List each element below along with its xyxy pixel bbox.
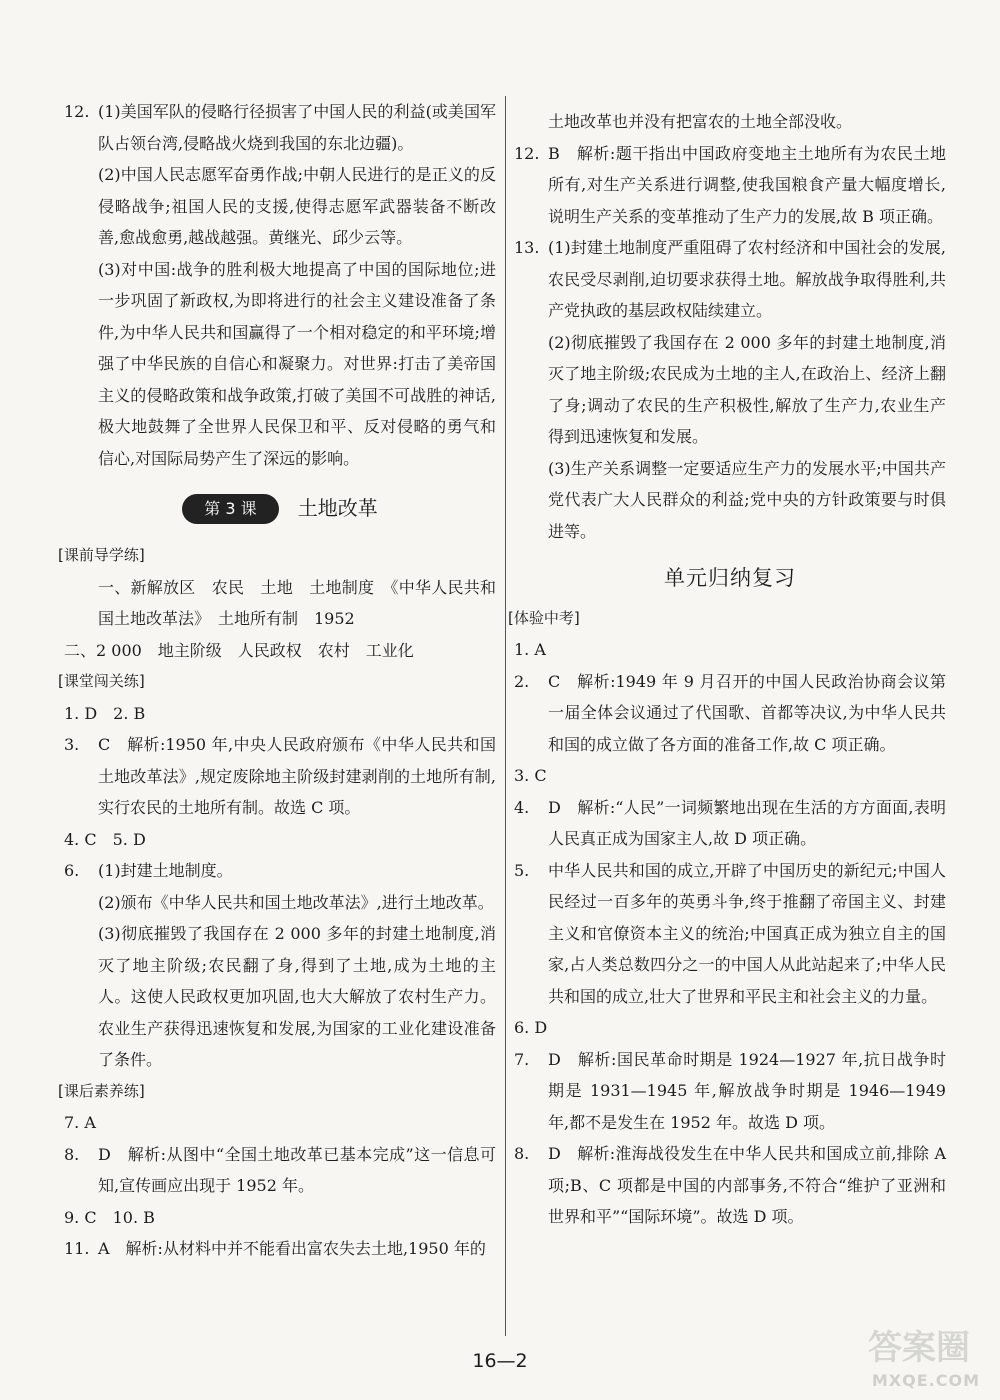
answer-12-part2: (2)中国人民志愿军奋勇作战;中朝人民进行的是正义的反侵略战争;祖国人民的支援,使得志愿军武器装备不断改善,愈战愈勇,越战越强。黄继光、邱少云等。 — [98, 165, 496, 247]
unit-review-title: 单元归纳复习 — [664, 566, 796, 590]
in-class-6-part3: (3)彻底摧毁了我国存在 2 000 多年的封建土地制度,消灭了地主阶级;农民翻了身,得到了土地,成为土地的主人。这使人民政权更加巩固,也大大解放了农村生产力。农业生产获得迅速恢复和发展,为国家的工业化建设准备了条件。 — [98, 924, 496, 1069]
after-class-12-text: B 解析:题干指出中国政府变地主土地所有为农民土地所有,对生产关系进行调整,使我国粮食产量大幅度增长,说明生产关系的变革推动了生产力的发展,故 B 项正确。 — [548, 143, 946, 226]
in-class-1-2: 1. D 2. B — [64, 703, 146, 723]
pre-class-1-text: 一、新解放区 农民 土地 土地制度 《中华人民共和国土地改革法》 土地所有制 1952 — [98, 577, 496, 628]
in-class-6 — [64, 855, 496, 887]
item-number: 4. — [514, 797, 530, 817]
right-column — [508, 106, 946, 1233]
lesson-name: 土地改革 — [297, 495, 378, 520]
exam-2-text: C 解析:1949 年 9 月召开的中国人民政治协商会议第一届全体会议通过了代国歌、首都等决议,为中华人民共和国的成立做了各方面的准备工作,故 C 项正确。 — [548, 671, 946, 754]
exam-7-text: D 解析:国民革命时期是 1924—1927 年,抗日战争时期是 1931—1945 年,解放战争时期是 1946—1949 年,都不是发生在 1952 年。故选 D 项。 — [548, 1049, 946, 1132]
column-divider — [505, 96, 506, 1336]
item-number: 8. — [64, 1144, 80, 1164]
exam-5 — [514, 855, 946, 1013]
section-after-class: [课后素养练] — [58, 1081, 145, 1100]
exam-4 — [514, 792, 946, 855]
exam-1: 1. A — [514, 640, 546, 659]
after-class-11 — [64, 1233, 496, 1265]
after-class-8 — [64, 1139, 496, 1202]
after-class-7: 7. A — [64, 1113, 96, 1132]
item-number: 11. — [64, 1239, 90, 1258]
in-class-4-5: 4. C 5. D — [64, 829, 146, 849]
watermark-logo — [830, 1320, 980, 1390]
in-class-6-part1: (1)封建土地制度。 — [98, 861, 233, 880]
after-class-13-part3: (3)生产关系调整一定要适应生产力的发展水平;中国共产党代表广大人民群众的利益;党中央的方针政策要与时俱进等。 — [548, 458, 946, 541]
watermark-site: MXQE.COM — [871, 1371, 980, 1390]
in-class-6-part2: (2)颁布《中华人民共和国土地改革法》,进行土地改革。 — [98, 892, 494, 912]
after-class-9-10: 9. C 10. B — [64, 1207, 155, 1227]
item-number: 3. — [64, 735, 80, 754]
after-class-11-text: A 解析:从材料中并不能看出富农失去土地,1950 年的 — [98, 1239, 486, 1258]
exam-6: 6. D — [514, 1018, 548, 1037]
page-number: 16—2 — [472, 1350, 528, 1372]
exam-2 — [514, 666, 946, 761]
after-class-11-continued: 土地改革也并没有把富农的土地全部没收。 — [548, 112, 853, 131]
item-number: 2. — [514, 671, 530, 691]
section-pre-class: [课前导学练] — [58, 546, 145, 564]
item-number: 12. — [64, 102, 90, 121]
watermark-logo-mark: 答案圈 — [868, 1328, 970, 1368]
lesson-badge: 第 3 课 — [182, 494, 278, 524]
after-class-13-part2: (2)彻底摧毁了我国存在 2 000 多年的封建土地制度,消灭了地主阶级;农民成为土地的主人,在政治上、经济上翻了身;调动了农民的生产积极性,解放了生产力,农业生产得到迅速恢复和发展。 — [548, 332, 946, 446]
item-number: 8. — [514, 1144, 530, 1163]
exam-7 — [514, 1044, 946, 1139]
exam-3: 3. C — [514, 766, 547, 785]
section-in-class: [课堂闯关练] — [58, 672, 145, 690]
after-class-12 — [514, 138, 946, 233]
exam-8 — [514, 1138, 946, 1233]
item-number: 13. — [514, 238, 540, 257]
exam-4-text: D 解析:“人民”一词频繁地出现在生活的方方面面,表明人民真正成为国家主人,故 D 项正确。 — [548, 797, 946, 848]
lesson-title — [64, 492, 496, 526]
answer-12-part1: (1)美国军队的侵略行径损害了中国人民的利益(或美国军队占领台湾,侵略战火烧到我国的东北边疆)。 — [98, 102, 496, 153]
pre-class-1 — [64, 572, 496, 635]
after-class-13-part1: (1)封建土地制度严重阻碍了农村经济和中国社会的发展,农民受尽剥削,迫切要求获得土地。解放战争取得胜利,共产党执政的基层政权陆续建立。 — [548, 238, 946, 320]
in-class-3 — [64, 729, 496, 824]
pre-class-2: 二、2 000 地主阶级 人民政权 农村 工业化 — [64, 640, 414, 660]
answer-12 — [64, 96, 496, 159]
answer-12-part3: (3)对中国:战争的胜利极大地提高了中国的国际地位;进一步巩固了新政权,为即将进行的社会主义建设准备了条件,为中华人民共和国赢得了一个相对稳定的和平环境;增强了中华民族的自信心和凝聚力。对世界:打击了美帝国主义的侵略政策和战争政策,打破了美国不可战胜的神话,极大地鼓舞了全世界人民保卫和平、反对侵略的勇气和信心,对国际局势产生了深远的影响。 — [98, 259, 496, 468]
item-number: 12. — [514, 143, 540, 163]
item-number: 6. — [64, 861, 80, 880]
exam-8-text: D 解析:淮海战役发生在中华人民共和国成立前,排除 A 项;B、C 项都是中国的内部事务,不符合“维护了亚洲和世界和平”“国际环境”。故选 D 项。 — [548, 1144, 946, 1226]
after-class-8-text: D 解析:从图中“全国土地改革已基本完成”这一信息可知,宣传画应出现于 1952 年。 — [98, 1144, 496, 1195]
after-class-13 — [514, 232, 946, 327]
section-exam-experience: [体验中考] — [508, 608, 580, 627]
item-number: 5. — [514, 860, 530, 880]
exam-5-text: 中华人民共和国的成立,开辟了中国历史的新纪元;中国人民经过一百多年的英勇斗争,终于推翻了帝国主义、封建主义和官僚资本主义的统治;中国真正成为独立自主的国家,占人类总数四分之一的中国人从此站起来了;中华人民共和国的成立,壮大了世界和平民主和社会主义的力量。 — [548, 860, 946, 1006]
in-class-3-text: C 解析:1950 年,中央人民政府颁布《中华人民共和国土地改革法》,规定废除地主阶级封建剥削的土地所有制,实行农民的土地所有制。故选 C 项。 — [98, 735, 496, 817]
left-column — [58, 96, 496, 1265]
item-number: 7. — [514, 1049, 530, 1069]
